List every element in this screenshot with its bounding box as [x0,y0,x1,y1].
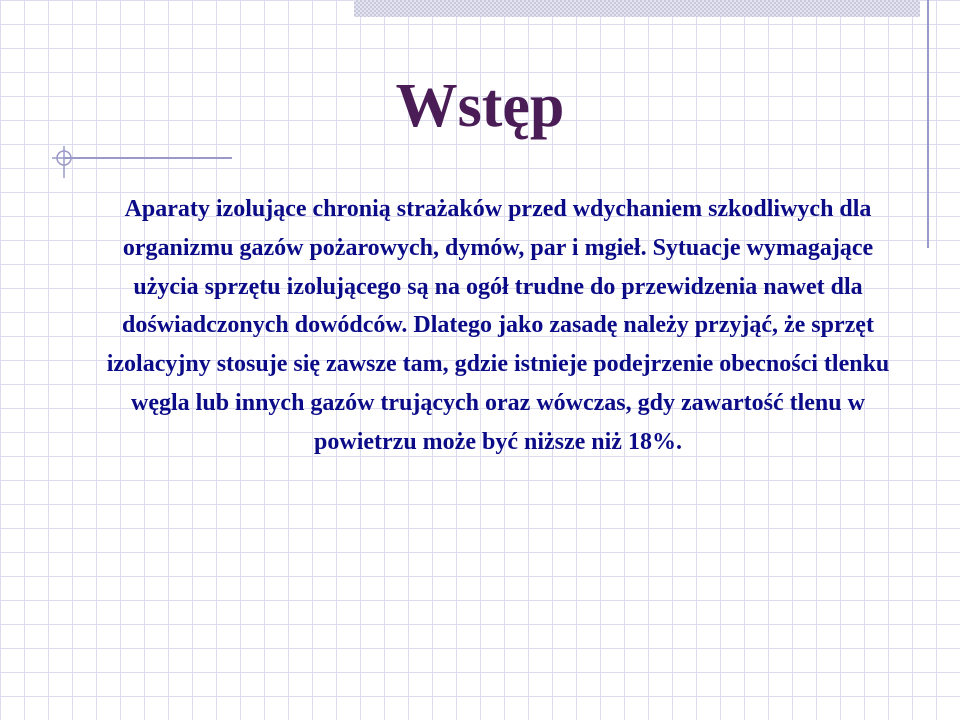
top-decorative-band [354,0,920,17]
slide-title: Wstęp [395,72,565,140]
slide-body-text: Aparaty izolujące chronią strażaków przed wdychaniem szkodliwych dla organizmu gazów pożarowych, dymów, par i mgieł. Sytuacje wymagające użycia sprzętu izolującego są na ogół trudne do przewidzenia nawet dla doświadczonych dowódców. Dlatego jako zasadę należy przyjąć, że sprzęt izolacyjny stosuje się zawsze tam, gdzie istnieje podejrzenie obecności tlenku węgla lub innych gazów trujących oraz wówczas, gdy zawartość tlenu w powietrzu może być niższe niż 18%. [106,196,890,455]
